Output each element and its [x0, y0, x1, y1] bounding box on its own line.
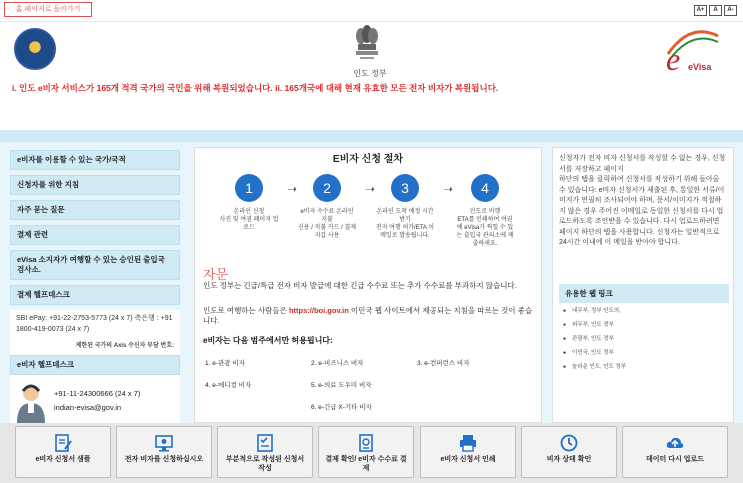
evisa-email-link[interactable]: indian-evisa@gov.in [54, 403, 122, 412]
partial-application-button[interactable] [217, 426, 313, 478]
helpdesk-agent-icon [14, 381, 48, 423]
restoration-notice: i. 인도 e비자 서비스가 165개 적격 국가의 국민을 위해 복원되었습니다. ii. 165개국에 대해 현재 유효한 모든 전자 비자가 복원됩니다. [12, 83, 499, 93]
step-4 [455, 174, 515, 248]
printer-icon [458, 433, 478, 453]
immigration-seal-logo [14, 28, 56, 70]
evisa-logo [660, 26, 720, 74]
step-1 [219, 174, 279, 232]
process-title: E비자 신청 절차 [332, 154, 404, 165]
monitor-icon [154, 433, 174, 453]
visa-status-button[interactable] [521, 426, 617, 478]
left-sidebar [10, 150, 180, 437]
useful-link-immigration[interactable]: ● 이민국, 인도 정부 [563, 346, 728, 360]
step-3-number: 3 [391, 174, 419, 202]
useful-links-list [563, 304, 728, 374]
boi-link[interactable]: https://boi.gov.in [288, 306, 349, 315]
step-4-number: 4 [471, 174, 499, 202]
apply-evisa-button[interactable] [116, 426, 212, 478]
categories-title: e비자는 다음 범주에서만 허용됩니다: [203, 336, 333, 345]
category-medical-attendant: 5. e-의료 도우미 비자 [311, 382, 372, 389]
sidebar-item-check-posts[interactable]: eVisa 소지자가 여행할 수 있는 승인된 출입국 검사소. [10, 250, 180, 280]
reupload-data-label: 데이터 다시 업로드 [646, 456, 704, 463]
step-1-text: 온라인 신청 사진 및 여권 페이지 업로드 [219, 209, 279, 231]
payment-verify-label: 결제 확인/ e비자 수수료 결제 [325, 456, 407, 472]
cloud-upload-icon [665, 433, 685, 453]
advisory-guidelines-before: 인도로 여행하는 사람들은 [203, 306, 289, 315]
evisa-helpdesk-title: e비자 헬프데스크 [10, 355, 180, 375]
evisa-logo-text: eVisa [688, 62, 712, 72]
form-edit-icon [53, 433, 73, 453]
application-process-panel [194, 147, 542, 423]
right-info-panel [552, 147, 734, 423]
visa-categories [205, 358, 535, 418]
clock-icon [559, 433, 579, 453]
national-emblem-logo [352, 24, 382, 66]
checklist-icon [255, 433, 275, 453]
home-link[interactable]: 홈 페이지로 돌아가기 [4, 2, 92, 17]
useful-link-incredible-india[interactable]: ● 놀라운 인도, 인도 정부 [563, 360, 728, 374]
font-large-button[interactable]: A+ [694, 5, 707, 16]
font-size-controls [694, 5, 737, 16]
category-medical: 4. e-메디컬 비자 [205, 382, 252, 389]
advisory-fee-text: 인도 정부는 긴급/특급 전자 비자 발급에 대한 긴급 수수료 또는 추가 수수료를 부과하지 않습니다. [203, 281, 517, 290]
apply-evisa-label: 전자 비자를 신청하십시오 [124, 456, 204, 463]
evisa-phone-text: +91-11-24300666 (24 x 7) [54, 389, 141, 398]
category-emergency-misc: 6. e-긴급 X-기타 비자 [311, 404, 372, 411]
axis-note-text: 제한된 국가의 Axis 수신자 부담 번호: [10, 338, 180, 355]
payment-verify-button[interactable] [318, 426, 414, 478]
header [0, 22, 743, 142]
payment-icon [356, 433, 376, 453]
useful-link-external-affairs[interactable]: ● 외무부, 인도 정부 [563, 318, 728, 332]
step-3-text: 온라인 도착 예정 시간 받기 전자 여행 허가/ETA 이메일로 발송됩니다. [375, 209, 435, 239]
advisory-guidelines-text [203, 306, 533, 326]
government-of-india-text: 인도 정부 [353, 69, 387, 78]
step-4-text: 인도로 비행 ETA를 인쇄하여 여권에 eVisa가 찍힐 수 있는 출입국 관리소에 제출하세요. [456, 209, 514, 247]
sample-application-button[interactable] [15, 426, 111, 478]
step-arrow-icon: ➝ [365, 182, 376, 196]
svg-text:e: e [666, 41, 681, 74]
resume-application-text: 신청자가 전자 비자 신청서를 작성할 수 없는 경우, 신청서를 저장하고 페이지 하단의 탭을 클릭하여 신청서를 작성하기 위해 돌아올 수 있습니다: e비자 신청서가 제출된 후, 통일한 서류/이미지가 연필히 조사되어야 하며, 문서/이미지가 적절하지 않은 경우 주어진 이메일로 동일한 신청서를 다시 업로드하도록 조언받을 수 있습니다. 다시 업로드하려면 페이지 하단의 탭을 사용합니다. 신청자는 일반적으로 24시간 이내에 이 메일을 받아야 합니다. [559, 155, 726, 246]
step-arrow-icon: ➝ [287, 182, 298, 196]
sidebar-item-eligible-countries[interactable]: e비자를 이용할 수 있는 국가/국적 [10, 150, 180, 170]
advisory-guidelines-after: 이민국 웹 사이트에서 제공되는 지침을 따르는 것이 좋습니다. [203, 306, 533, 325]
font-small-button[interactable]: A- [724, 5, 737, 16]
payment-helpdesk-title: 결제 헬프데스크 [10, 285, 180, 305]
print-application-button[interactable] [420, 426, 516, 478]
sidebar-item-instructions[interactable]: 신청자를 위한 지침 [10, 175, 180, 195]
step-2 [297, 174, 357, 240]
bottom-action-bar [0, 423, 743, 483]
useful-links-title: 유용한 웹 링크 [559, 284, 729, 303]
sidebar-item-payment[interactable]: 결제 관련 [10, 225, 180, 245]
sbi-helpline-text: SBI ePay: +91-22-2753-5773 (24 x 7) 축은행 : +91 1800-419-0073 (24 x 7) [10, 310, 180, 338]
category-conference: 3. e-컨퍼런스 비자 [417, 360, 470, 367]
advisory-title: 자문 [203, 267, 229, 282]
useful-link-home-affairs[interactable]: ● 내무부, 정부 인도의, [563, 304, 728, 318]
partial-application-label: 부분적으로 작성된 신청서 작성 [225, 456, 305, 472]
process-steps [211, 174, 531, 264]
useful-link-tourism[interactable]: ● 관광부, 인도 정부 [563, 332, 728, 346]
step-1-number: 1 [235, 174, 263, 202]
step-3 [375, 174, 435, 240]
print-application-label: e비자 신청서 인쇄 [440, 456, 496, 463]
step-2-number: 2 [313, 174, 341, 202]
font-normal-button[interactable]: A [709, 5, 722, 16]
header-divider-band [0, 130, 743, 142]
step-arrow-icon: ➝ [443, 182, 454, 196]
category-tourist: 1. e-관광 비자 [205, 360, 245, 367]
step-2-text: e비자 수수료 온라인 지불 신용 / 직불 카드 / 결제 지갑 사용 [297, 209, 357, 239]
visa-status-label: 비자 상태 확인 [546, 456, 592, 463]
sample-application-label: e비자 신청서 샘플 [35, 456, 91, 463]
top-bar [0, 0, 743, 22]
reupload-data-button[interactable] [622, 426, 728, 478]
sidebar-item-faq[interactable]: 자주 묻는 질문 [10, 200, 180, 220]
category-business: 2. e-비즈니스 비자 [311, 360, 364, 367]
